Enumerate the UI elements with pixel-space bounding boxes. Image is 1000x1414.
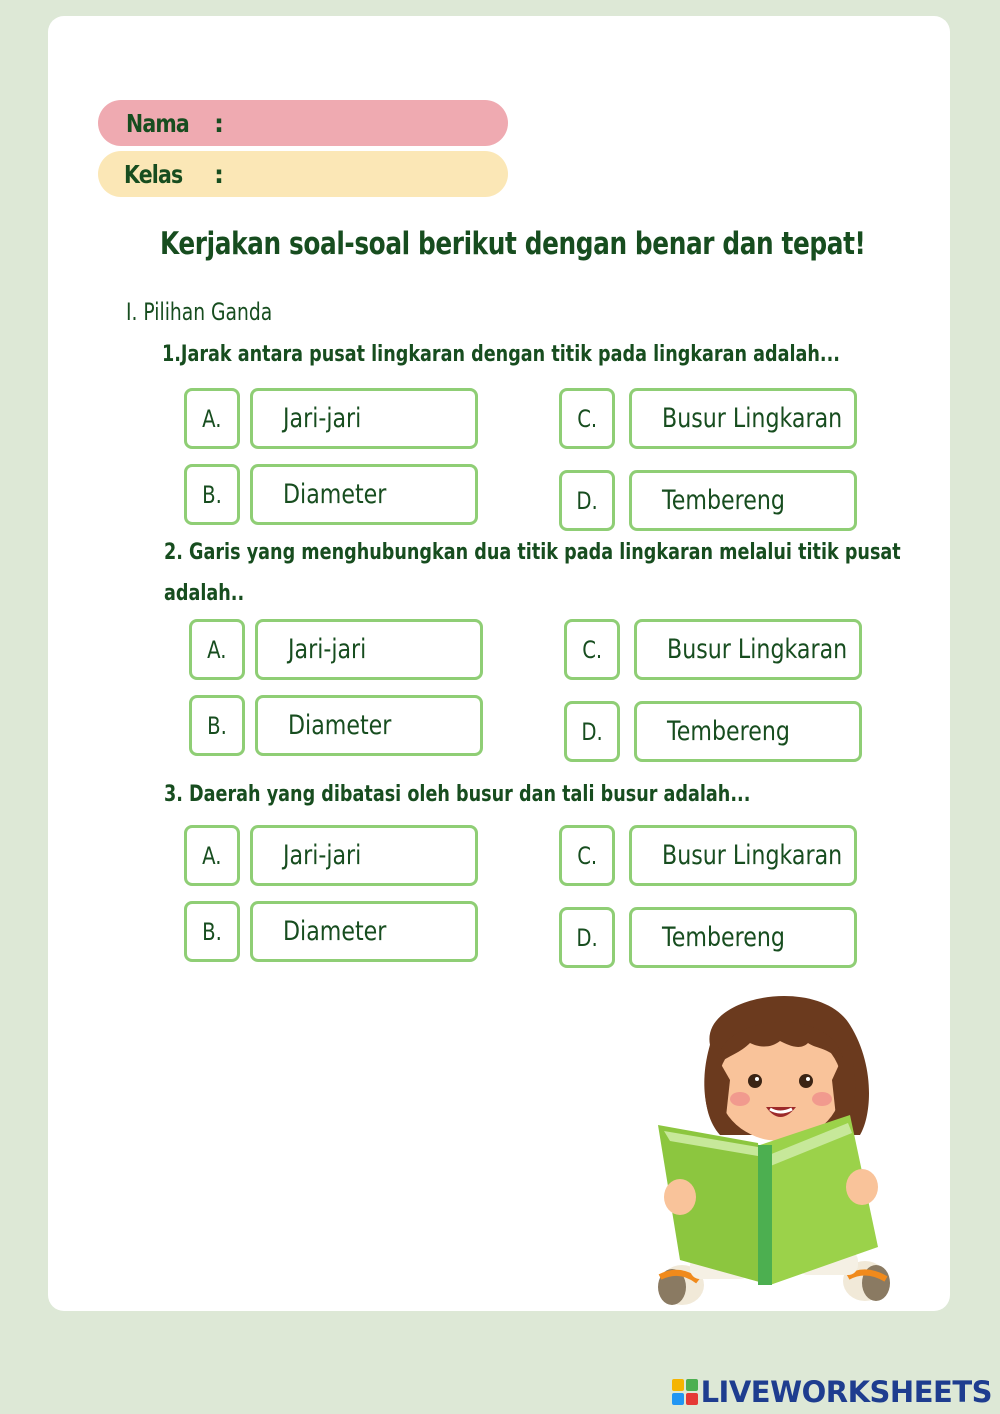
girl-reading-book-illustration bbox=[640, 985, 900, 1315]
q3-option-c-letter[interactable]: C. bbox=[559, 825, 615, 886]
q1-option-b-letter[interactable]: B. bbox=[184, 464, 240, 525]
name-field[interactable] bbox=[98, 100, 508, 146]
q3-option-d[interactable]: Tembereng bbox=[629, 907, 857, 968]
name-colon: : bbox=[214, 109, 224, 138]
q1-option-d[interactable]: Tembereng bbox=[629, 470, 857, 531]
q2-option-d[interactable]: Tembereng bbox=[634, 701, 862, 762]
brand-logo[interactable] bbox=[672, 1374, 992, 1410]
q2-option-c[interactable]: Busur Lingkaran bbox=[634, 619, 862, 680]
class-label: Kelas bbox=[124, 160, 183, 189]
q1-option-a-letter[interactable]: A. bbox=[184, 388, 240, 449]
q1-option-d-letter[interactable]: D. bbox=[559, 470, 615, 531]
instruction-heading: Kerjakan soal-soal berikut dengan benar dan tepat! bbox=[160, 226, 866, 262]
q2-option-b-letter[interactable]: B. bbox=[189, 695, 245, 756]
q2-option-c-letter[interactable]: C. bbox=[564, 619, 620, 680]
q1-option-c-letter[interactable]: C. bbox=[559, 388, 615, 449]
q2-option-d-letter[interactable]: D. bbox=[564, 701, 620, 762]
brand-name: LIVEWORKSHEETS bbox=[700, 1375, 992, 1409]
q2-option-b[interactable]: Diameter bbox=[255, 695, 483, 756]
question-2-text-line-2: adalah.. bbox=[164, 581, 245, 606]
q1-option-b[interactable]: Diameter bbox=[250, 464, 478, 525]
q3-option-d-letter[interactable]: D. bbox=[559, 907, 615, 968]
q2-option-a[interactable]: Jari-jari bbox=[255, 619, 483, 680]
q2-option-a-letter[interactable]: A. bbox=[189, 619, 245, 680]
name-label: Nama bbox=[126, 109, 189, 138]
question-3-text: 3. Daerah yang dibatasi oleh busur dan tali busur adalah... bbox=[164, 782, 751, 807]
class-field[interactable] bbox=[98, 151, 508, 197]
q1-option-a[interactable]: Jari-jari bbox=[250, 388, 478, 449]
q1-option-c[interactable]: Busur Lingkaran bbox=[629, 388, 857, 449]
liveworksheets-logo-icon bbox=[672, 1379, 698, 1405]
question-2-text-line-1: 2. Garis yang menghubungkan dua titik pada lingkaran melalui titik pusat bbox=[164, 540, 901, 565]
section-title: I. Pilihan Ganda bbox=[126, 298, 273, 326]
q3-option-b-letter[interactable]: B. bbox=[184, 901, 240, 962]
q3-option-b[interactable]: Diameter bbox=[250, 901, 478, 962]
q3-option-c[interactable]: Busur Lingkaran bbox=[629, 825, 857, 886]
question-1-text: 1.Jarak antara pusat lingkaran dengan titik pada lingkaran adalah... bbox=[162, 342, 840, 367]
q3-option-a-letter[interactable]: A. bbox=[184, 825, 240, 886]
q3-option-a[interactable]: Jari-jari bbox=[250, 825, 478, 886]
class-colon: : bbox=[214, 160, 224, 189]
